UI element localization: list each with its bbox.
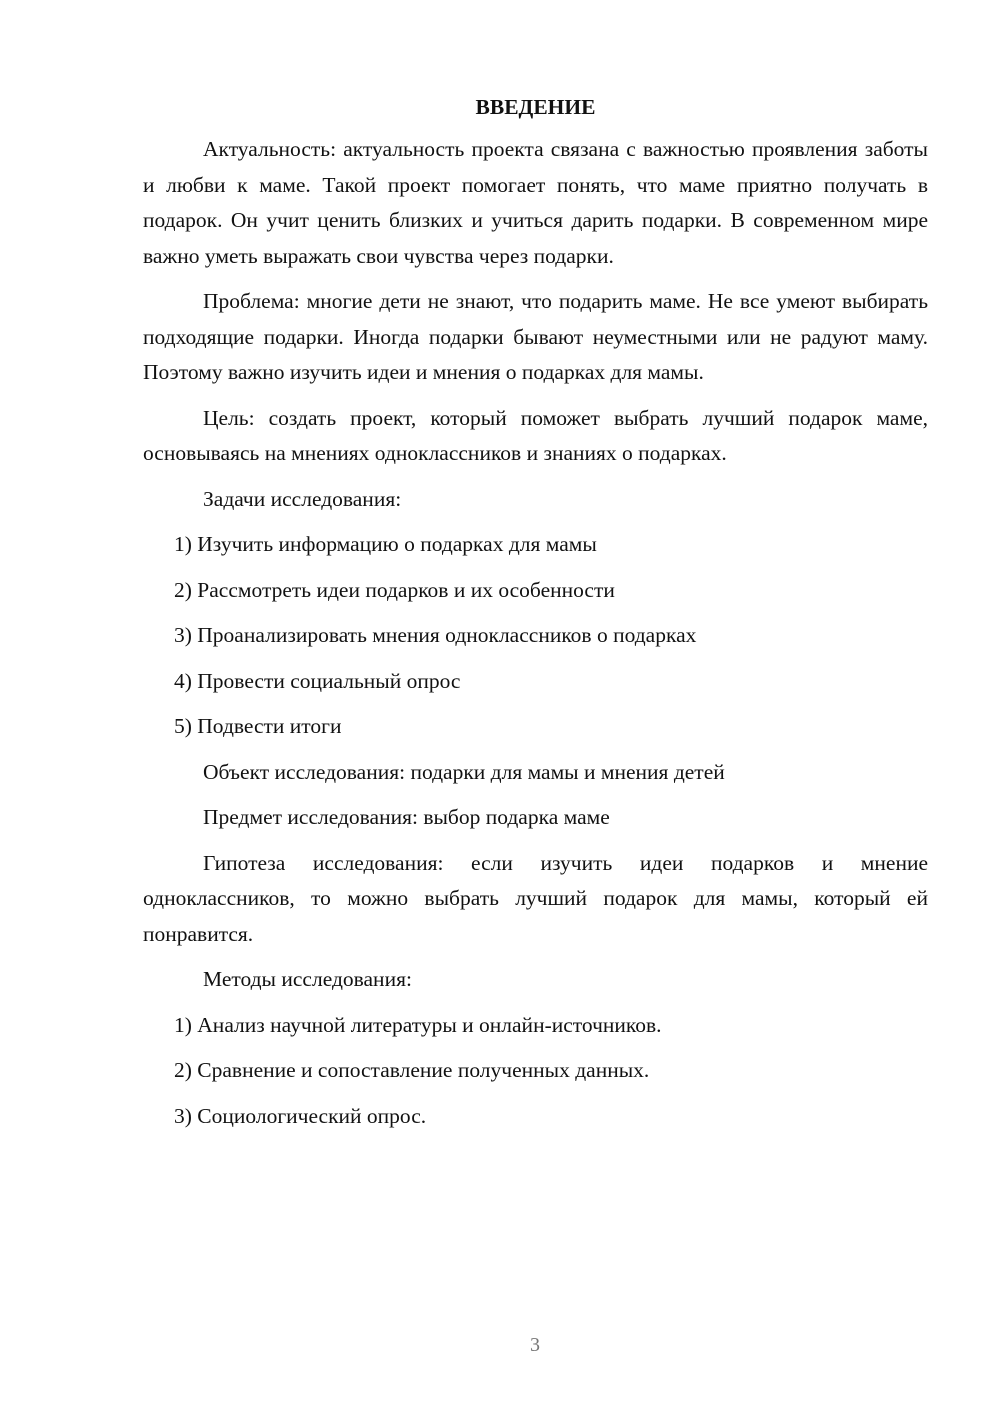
list-item: 4) Провести социальный опрос: [174, 668, 461, 693]
section-title: ВВЕДЕНИЕ: [475, 95, 596, 119]
problem-paragraph: Проблема: многие дети не знают, что подарить маме. Не все умеют выбирать подходящие подарки. Иногда подарки бывают неуместными или не радуют маму. Поэтому важно изучить идеи и мнения о подарках для мамы.: [143, 289, 928, 384]
methods-heading: Методы исследования:: [203, 967, 412, 991]
hypothesis-paragraph: Гипотеза исследования: если изучить идеи подарков и мнение одноклассников, то можно выбрать лучший подарок для мамы, который ей понравится.: [143, 850, 928, 946]
object-paragraph: Объект исследования: подарки для мамы и мнения детей: [203, 759, 725, 784]
document-page: [143, 92, 928, 1144]
subject-paragraph: Предмет исследования: выбор подарка маме: [203, 805, 610, 829]
list-item: 3) Социологический опрос.: [174, 1103, 427, 1128]
page-number: 3: [530, 1334, 540, 1356]
goal-paragraph: Цель: создать проект, который поможет выбрать лучший подарок маме, основываясь на мнениях одноклассников и знаниях о подарках.: [143, 405, 928, 465]
list-item: 1) Изучить информацию о подарках для мамы: [174, 532, 597, 556]
list-item: 2) Сравнение и сопоставление полученных данных.: [174, 1058, 650, 1082]
list-item: 3) Проанализировать мнения одноклассников о подарках: [174, 623, 697, 647]
tasks-list: [143, 527, 928, 745]
methods-list: [143, 1008, 928, 1135]
tasks-heading: Задачи исследования:: [203, 486, 402, 511]
relevance-paragraph: Актуальность: актуальность проекта связана с важностью проявления заботы и любви к маме. Такой проект помогает понять, что маме приятно получать в подарок. Он учит ценить близких и учиться дарить подарки. В современном мире важно уметь выражать свои чувства через подарки.: [143, 137, 928, 268]
list-item: 1) Анализ научной литературы и онлайн-источников.: [174, 1012, 662, 1037]
list-item: 5) Подвести итоги: [174, 714, 342, 738]
list-item: 2) Рассмотреть идеи подарков и их особенности: [174, 577, 615, 602]
